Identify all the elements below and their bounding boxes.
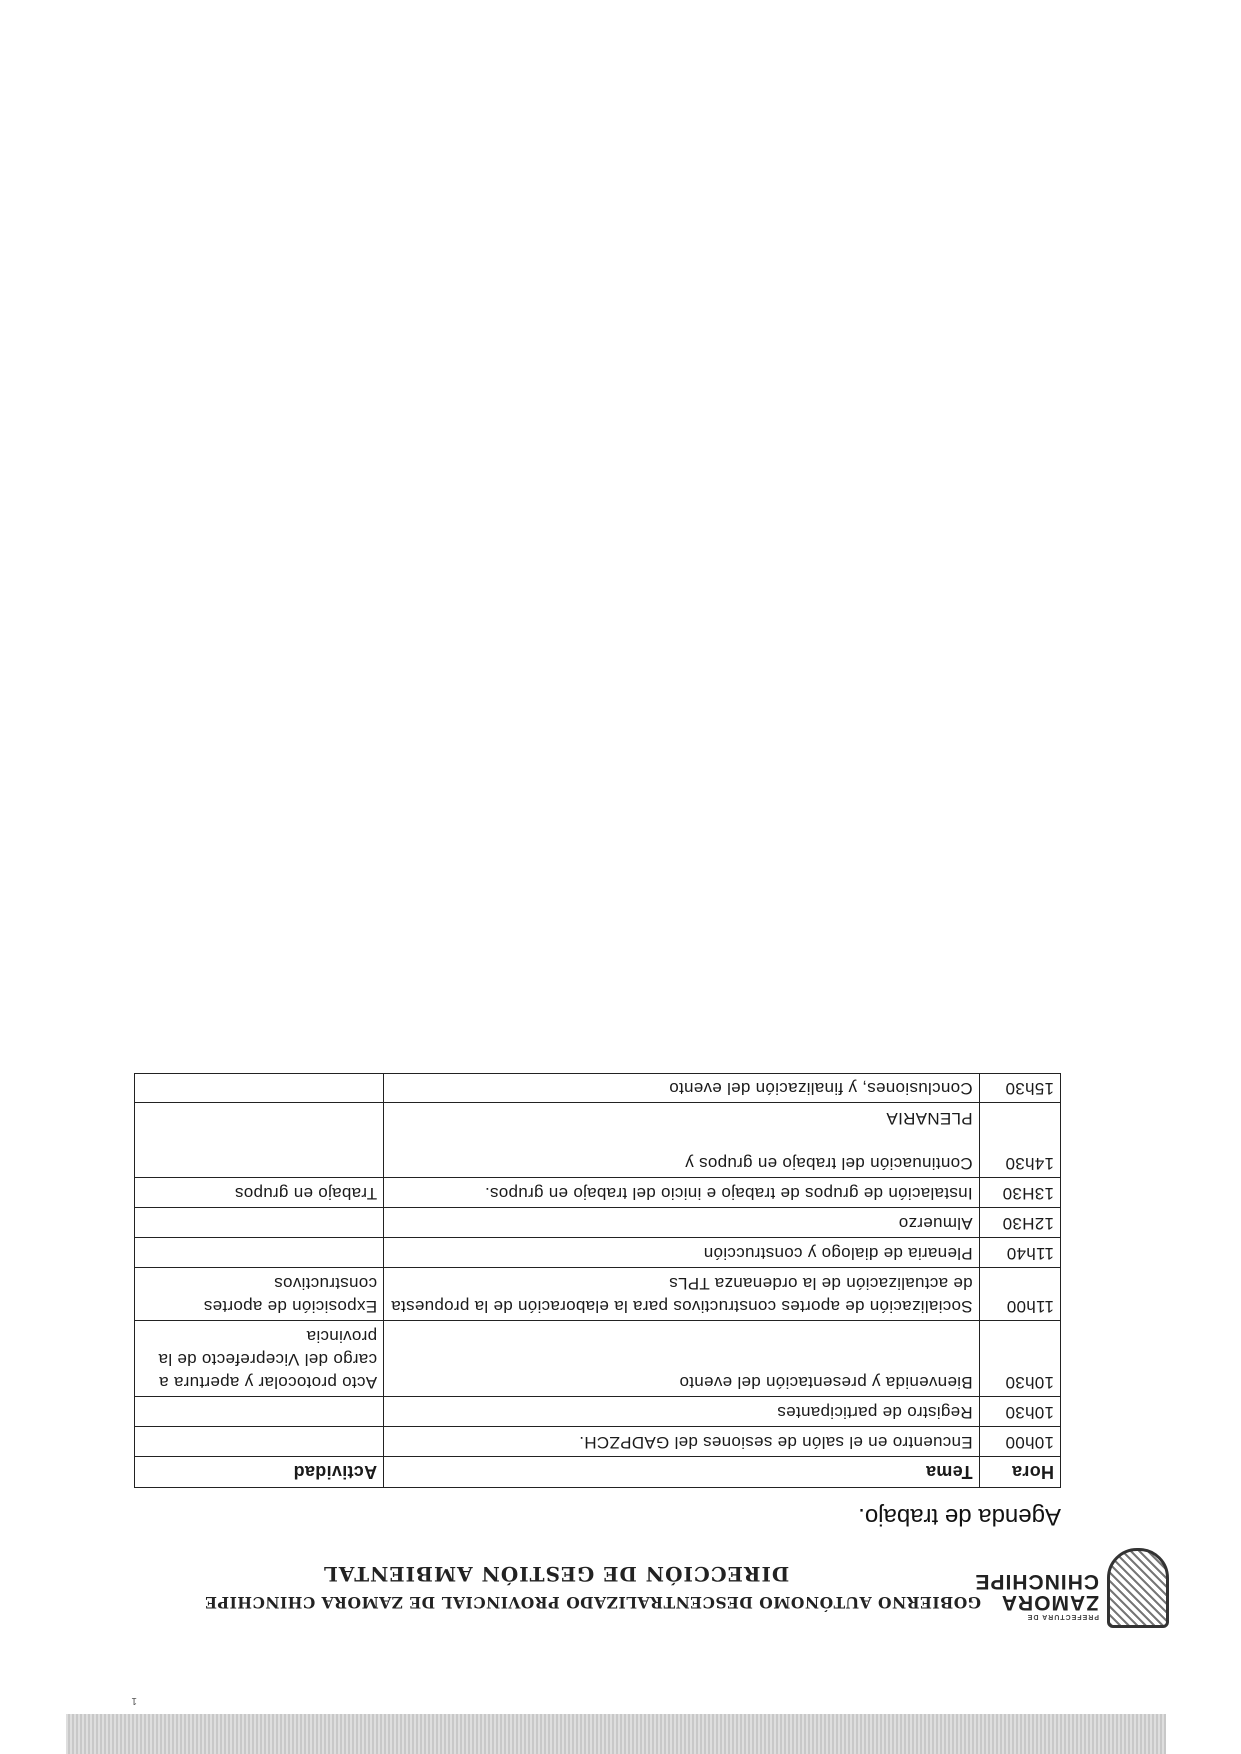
cell-hora: 13H30: [979, 1178, 1060, 1208]
table-row: [135, 1208, 1061, 1238]
cell-tema: Encuentro en el salón de sesiones del GADPZCH.: [384, 1426, 980, 1456]
logo-line2: CHINCHIPE: [974, 1570, 1099, 1593]
seal-icon: [1107, 1548, 1169, 1628]
logo-text: [974, 1570, 1099, 1620]
cell-hora: 10h00: [979, 1426, 1060, 1456]
cell-hora: 12H30: [979, 1208, 1060, 1238]
cell-tema: [384, 1103, 980, 1178]
cell-tema: Registro de participantes: [384, 1396, 980, 1426]
header-organization: GOBIERNO AUTÓNOMO DESCENTRALIZADO PROVINCIAL DE ZAMORA CHINCHIPE: [204, 1593, 981, 1612]
table-row: [135, 1426, 1061, 1456]
cell-actividad: Trabajo en grupos: [135, 1178, 384, 1208]
logo-small-text: PREFECTURA DE: [1026, 1613, 1099, 1620]
cell-tema: Conclusiones, y finalización del evento: [384, 1073, 980, 1103]
cell-hora: 15h30: [979, 1073, 1060, 1103]
prefecture-logo: [974, 1538, 1169, 1628]
table-row: [135, 1238, 1061, 1268]
cell-tema: Plenaria de dialogo y construcción: [384, 1238, 980, 1268]
table-header-row: [135, 1456, 1061, 1487]
cell-hora: 11h40: [979, 1238, 1060, 1268]
cell-tema-extra: PLENARIA: [886, 1109, 973, 1129]
cell-tema-text: Continuación del trabajo en grupos y: [684, 1154, 973, 1174]
table-row: [135, 1178, 1061, 1208]
cell-hora: 14h30: [979, 1103, 1060, 1178]
agenda-table: [134, 1073, 1061, 1488]
cell-tema: Bienvenida y presentación del evento: [384, 1321, 980, 1397]
column-header-actividad: Actividad: [135, 1456, 384, 1487]
cell-actividad: Exposición de aportes constructivos: [135, 1268, 384, 1321]
table-row: [135, 1321, 1061, 1397]
header-department: DIRECCIÓN DE GESTIÓN AMBIENTAL: [322, 1562, 790, 1586]
cell-actividad: [135, 1073, 384, 1103]
table-row: [135, 1396, 1061, 1426]
cell-actividad: Acto protocolar y apertura a cargo del Viceprefecto de la provincia: [135, 1321, 384, 1397]
table-row: [135, 1268, 1061, 1321]
column-header-tema: Tema: [384, 1456, 980, 1487]
cell-tema: Almuerzo: [384, 1208, 980, 1238]
agenda-title: Agenda de trabajo.: [858, 1503, 1061, 1530]
logo-line1: ZAMORA: [1000, 1591, 1099, 1614]
cell-tema: Socialización de aportes constructivos para la elaboración de la propuesta de actualización de la ordenanza TPLs: [384, 1268, 980, 1321]
cell-actividad: [135, 1238, 384, 1268]
cell-hora: 11h00: [979, 1268, 1060, 1321]
cell-actividad: [135, 1396, 384, 1426]
cell-actividad: [135, 1208, 384, 1238]
cell-hora: 10h30: [979, 1321, 1060, 1397]
cell-tema: Instalación de grupos de trabajo e inicio del trabajo en grupos.: [384, 1178, 980, 1208]
table-row: [135, 1103, 1061, 1178]
table-row: [135, 1073, 1061, 1103]
column-header-hora: Hora: [979, 1456, 1060, 1487]
page-number: 1: [131, 1695, 137, 1706]
cell-actividad: [135, 1426, 384, 1456]
cell-hora: 10h30: [979, 1396, 1060, 1426]
cell-actividad: [135, 1103, 384, 1178]
footer-scan-bar: [66, 1714, 1166, 1754]
